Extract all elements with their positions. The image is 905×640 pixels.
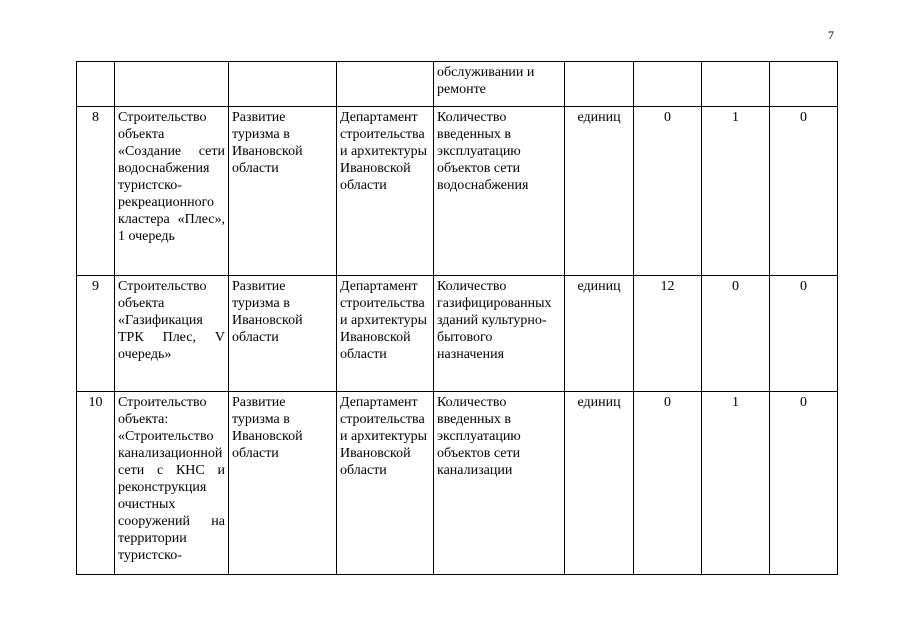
value-cell [634,62,702,107]
value-cell: 1 [702,107,770,276]
row-number-cell: 8 [77,107,115,276]
unit-cell: единиц [565,276,634,392]
indicator-cell: Количество введенных в эксплуатацию объектов сети водоснабжения [434,107,565,276]
table-row [77,276,838,392]
value-cell: 1 [702,392,770,575]
object-cell: Строительство объекта «Создание сети водоснабжения туристско-рекреационного кластера «Плес», 1 очередь [115,107,229,276]
program-cell: Развитие туризма в Ивановской области [229,392,337,575]
page-number: 7 [828,28,834,42]
value-cell: 0 [634,107,702,276]
program-cell: Развитие туризма в Ивановской области [229,107,337,276]
unit-cell: единиц [565,107,634,276]
object-cell: Строительство объекта: «Строительство канализационной сети с КНС и реконструкция очистных сооружений на территории туристско- [115,392,229,575]
indicator-cell: Количество введенных в эксплуатацию объектов сети канализации [434,392,565,575]
department-cell: Департамент строительства и архитектуры Ивановской области [337,276,434,392]
row-number-cell: 10 [77,392,115,575]
indicators-table [76,61,838,575]
row-number-cell [77,62,115,107]
program-cell: Развитие туризма в Ивановской области [229,276,337,392]
value-cell [702,62,770,107]
program-cell [229,62,337,107]
department-cell: Департамент строительства и архитектуры Ивановской области [337,392,434,575]
row-number-cell: 9 [77,276,115,392]
unit-cell: единиц [565,392,634,575]
table-row [77,62,838,107]
table-row [77,107,838,276]
table-row [77,392,838,575]
unit-cell [565,62,634,107]
indicator-cell: Количество газифицированных зданий культурно-бытового назначения [434,276,565,392]
value-cell: 0 [634,392,702,575]
value-cell [770,62,838,107]
object-cell: Строительство объекта «Газификация ТРК Плес, V очередь» [115,276,229,392]
department-cell: Департамент строительства и архитектуры Ивановской области [337,107,434,276]
department-cell [337,62,434,107]
value-cell: 0 [702,276,770,392]
value-cell: 0 [770,392,838,575]
value-cell: 12 [634,276,702,392]
indicator-cell: обслуживании и ремонте [434,62,565,107]
value-cell: 0 [770,276,838,392]
value-cell: 0 [770,107,838,276]
object-cell [115,62,229,107]
